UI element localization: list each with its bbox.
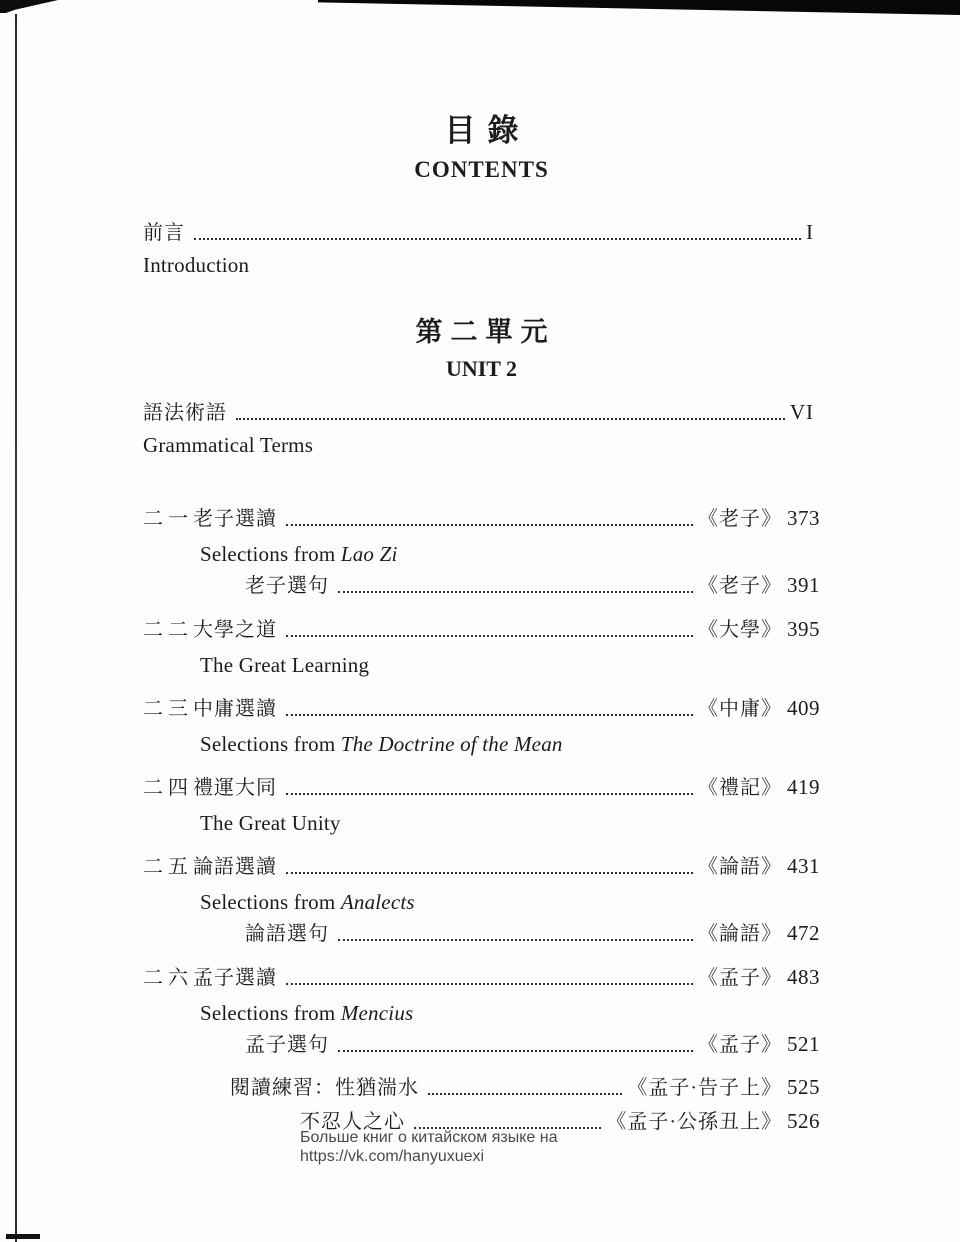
subentry-page: 391 [787,573,820,597]
toc-entry-foreword [143,219,820,247]
toc-entry-grammatical-terms [143,399,820,427]
dot-leader [338,939,693,941]
subentry-page: 521 [787,1032,820,1056]
entry-title-zh: 論語選讀 [193,856,277,878]
entry-source: 《論語》 [698,856,782,878]
entry-ref [698,695,820,723]
watermark-text: Больше книг о китайском языке на [300,1129,558,1146]
unit-heading-en: UNIT 2 [445,356,518,381]
subentry-title-zh: 老子選句 [245,575,329,597]
exercise-ref [606,1108,820,1136]
entry-number: 二三 [143,698,193,720]
subentry-page: 472 [787,921,820,945]
subentry-title-zh: 孟子選句 [245,1034,329,1056]
entry-title-en [143,652,820,679]
entry-title-en-regular: The Great Unity [200,811,341,835]
entry-title-zh: 大學之道 [193,619,277,641]
toc-entry [143,616,820,644]
entry-title-en-regular: Selections from [200,732,341,756]
dot-leader [286,872,693,874]
exercise-title-zh: 閱讀練習：性猶湍水 [230,1077,419,1099]
page-title-en: CONTENTS [414,157,549,182]
entry-ref [698,774,820,802]
dot-leader [428,1093,622,1095]
dot-leader [286,714,693,716]
entry-page: 409 [787,696,820,720]
unit-heading-zh: 第二單元 [415,317,556,347]
toc-entry [143,774,820,802]
entry-ref [698,505,820,533]
entry-page: 431 [787,854,820,878]
toc-entry [143,964,820,992]
entry-title-en-regular: Selections from [200,890,341,914]
entry-page: 373 [787,506,820,530]
grammatical-terms-page: VI [789,400,814,424]
entry-source: 《中庸》 [698,698,782,720]
entry-source: 《老子》 [698,508,782,530]
entry-source: 《大學》 [698,619,782,641]
entry-page: 419 [787,775,820,799]
toc-entry [143,505,820,533]
scan-artifact-top-left [0,0,58,13]
entry-number: 二二 [143,619,193,641]
entry-number: 二五 [143,856,193,878]
exercise-source: 《孟子·公孫丑上》 [606,1111,782,1133]
entry-number: 二一 [143,508,193,530]
subentry-title-zh: 論語選句 [245,923,329,945]
entry-title-en-italic: Lao Zi [340,542,398,566]
entry-title-en-italic: Analects [340,890,415,914]
scan-artifact-bottom-left [6,1234,40,1239]
entry-title-en-regular: Selections from [200,542,341,566]
dot-leader [286,793,693,795]
toc-subentry [143,572,820,600]
entry-title-en-regular: Selections from [200,1001,341,1025]
dot-leader [338,591,693,593]
toc-subentry [143,920,820,948]
entry-number: 二六 [143,967,193,989]
entry-title-en [143,541,820,568]
exercise-page: 526 [787,1109,820,1133]
foreword-title-en: Introduction [143,253,250,277]
grammatical-terms-title-en: Grammatical Terms [143,433,314,457]
subentry-ref [698,1031,820,1059]
entry-ref [698,616,820,644]
grammatical-terms-title-zh: 語法術語 [143,402,227,424]
scan-artifact-left-line [15,14,17,1242]
entry-ref [698,964,820,992]
foreword-title-zh: 前言 [143,222,185,244]
toc-entry [143,853,820,881]
watermark-url: https://vk.com/hanyuxuexi [300,1148,485,1165]
entry-title-en [143,889,820,916]
toc-content [143,0,820,1136]
exercise-ref [627,1074,820,1102]
subentry-source: 《孟子》 [698,1034,782,1056]
dot-leader [236,418,785,420]
dot-leader [338,1050,693,1052]
entry-title-zh: 禮運大同 [193,777,277,799]
subentry-source: 《論語》 [698,923,782,945]
entry-number: 二四 [143,777,193,799]
entry-title-zh: 孟子選讀 [193,967,277,989]
dot-leader [286,635,693,637]
entry-title-en [143,731,820,758]
exercise-title-zh: 不忍人之心 [300,1111,405,1133]
subentry-source: 《老子》 [698,575,782,597]
entry-source: 《禮記》 [698,777,782,799]
exercise-source: 《孟子·告子上》 [627,1077,782,1099]
subentry-ref [698,572,820,600]
entry-title-zh: 中庸選讀 [193,698,277,720]
entry-ref [698,853,820,881]
dot-leader [286,524,693,526]
foreword-page: I [806,220,814,244]
toc-subentry [143,1031,820,1059]
page-title-zh: 目錄 [444,113,531,148]
entry-page: 483 [787,965,820,989]
exercise-page: 525 [787,1075,820,1099]
entry-title-en-italic: Mencius [340,1001,414,1025]
watermark [300,1128,558,1166]
toc-exercise-entry [143,1074,820,1102]
dot-leader [194,238,801,240]
entry-title-en [143,810,820,837]
entry-title-en [143,1000,820,1027]
entry-title-en-regular: The Great Learning [200,653,370,677]
dot-leader [286,983,693,985]
toc-entry [143,695,820,723]
entry-page: 395 [787,617,820,641]
entry-title-en-italic: The Doctrine of the Mean [340,732,563,756]
entry-title-zh: 老子選讀 [193,508,277,530]
entry-source: 《孟子》 [698,967,782,989]
subentry-ref [698,920,820,948]
